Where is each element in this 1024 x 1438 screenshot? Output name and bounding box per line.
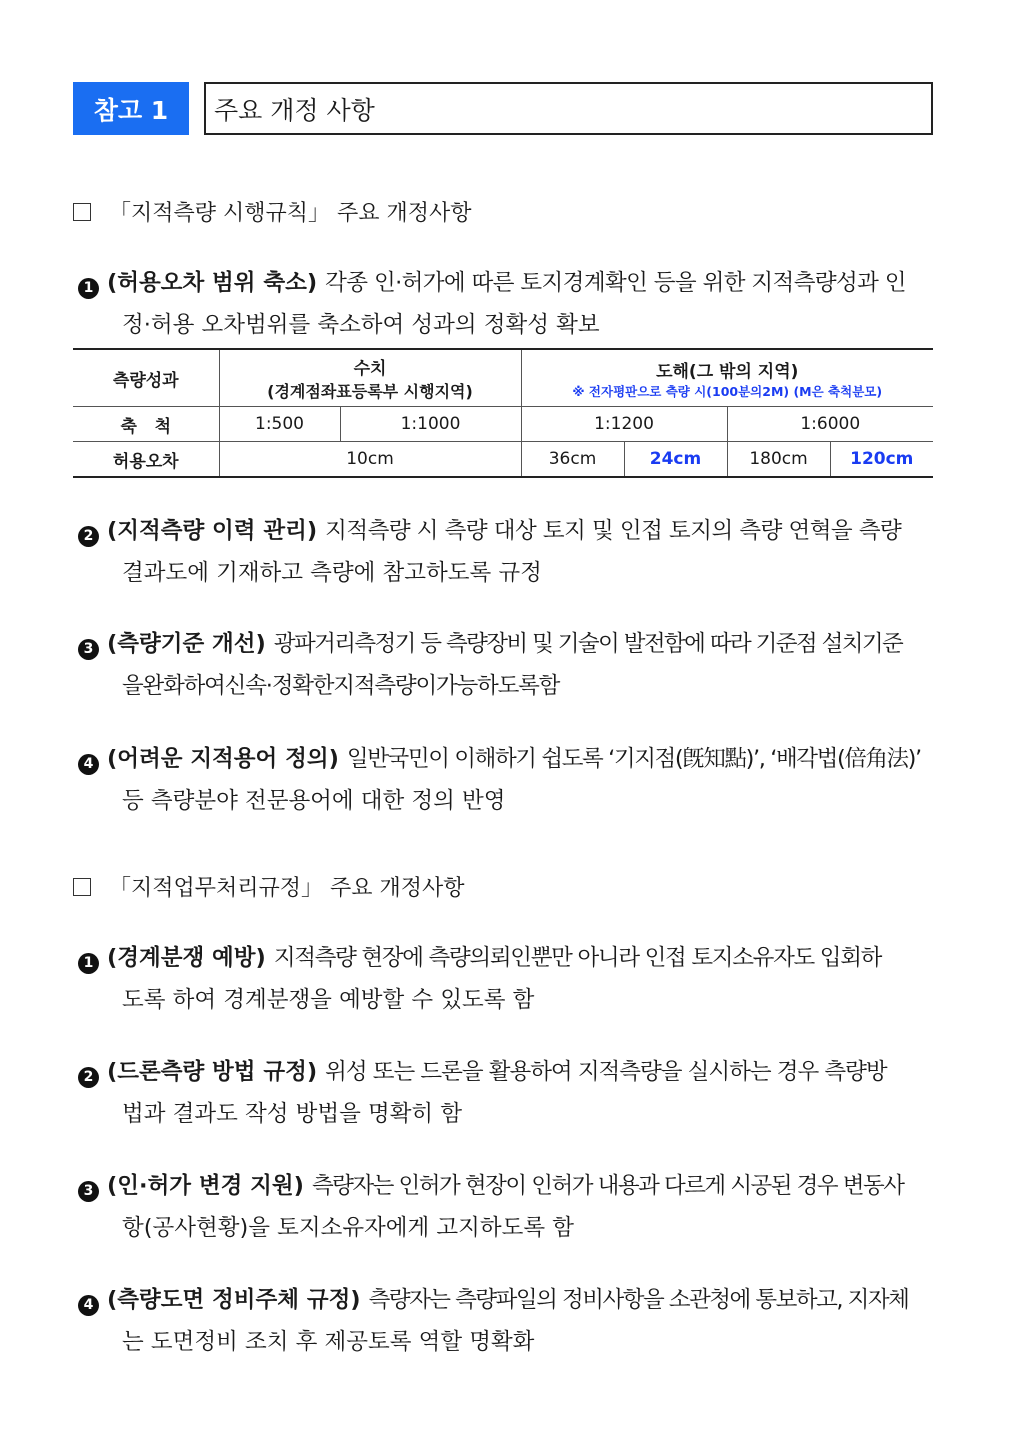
number-2-icon: 2: [78, 526, 99, 547]
item-text: 광파거리측정기 등 측량장비 및 기술이 발전함에 따라 기준점 설치기준: [273, 631, 903, 657]
number-2-icon: 2: [78, 1067, 99, 1088]
item-heading: (경계분쟁 예방): [107, 945, 266, 971]
tolerance-cell-new: 24cm: [624, 442, 727, 478]
item-text: 위성 또는 드론을 활용하여 지적측량을 실시하는 경우 측량방: [325, 1059, 887, 1085]
item-text-continued: 법과 결과도 작성 방법을 명확히 함: [122, 1101, 463, 1127]
number-1-icon: 1: [78, 953, 99, 974]
item-heading: (드론측량 방법 규정): [107, 1059, 318, 1085]
number-3-icon: 3: [78, 639, 99, 660]
section2-item-4: [78, 1279, 948, 1363]
section2-item-1: [78, 937, 948, 1021]
scale-cell: 1:1000: [340, 407, 521, 442]
table-header-graphic: [521, 349, 933, 407]
number-1-icon: 1: [78, 278, 99, 299]
scale-cell: 1:6000: [727, 407, 933, 442]
checkbox-icon: [73, 878, 91, 896]
item-text-continued: 결과도에 기재하고 측량에 참고하도록 규정: [122, 560, 542, 586]
scale-cell: 1:500: [219, 407, 340, 442]
tolerance-table: [73, 348, 933, 478]
section2-item-2: [78, 1051, 948, 1135]
tolerance-cell: 36cm: [521, 442, 624, 478]
section2-item-3: [78, 1165, 948, 1249]
number-4-icon: 4: [78, 1295, 99, 1316]
item-text: 지적측량 현장에 측량의뢰인뿐만 아니라 인접 토지소유자도 입회하: [273, 945, 882, 971]
item-text-continued: 을완화하여신속·정확한지적측량이가능하도록함: [122, 673, 560, 699]
item-text-continued: 등 측량분야 전문용어에 대한 정의 반영: [122, 788, 506, 814]
table-header-numeric: [219, 349, 521, 407]
item-heading: (허용오차 범위 축소): [107, 270, 318, 296]
item-heading: (측량도면 정비주체 규정): [107, 1287, 361, 1313]
item-text: 지적측량 시 측량 대상 토지 및 인접 토지의 측량 연혁을 측량: [325, 518, 902, 544]
section1-title: 「지적측량 시행규칙」 주요 개정사항: [109, 201, 472, 226]
numeric-subtitle: (경계점좌표등록부 시행지역): [267, 382, 473, 401]
graphic-note: ※ 전자평판으로 측량 시(100분의2M) (M은 축척분모): [572, 383, 883, 399]
item-heading: (어려운 지적용어 정의): [107, 746, 339, 772]
item-text: 측량자는 측량파일의 정비사항을 소관청에 통보하고, 지자체: [368, 1287, 909, 1313]
item-heading: (측량기준 개선): [107, 631, 266, 657]
item-heading: (인·허가 변경 지원): [107, 1173, 304, 1199]
section1-item-4: [78, 738, 948, 822]
document-header: [73, 82, 933, 135]
number-3-icon: 3: [78, 1181, 99, 1202]
tolerance-cell: 10cm: [219, 442, 521, 478]
number-4-icon: 4: [78, 754, 99, 775]
item-text: 일반국민이 이해하기 쉽도록 ‘기지점(旣知點)’, ‘배각법(倍角法)’: [346, 746, 921, 772]
item-text-continued: 항(공사현황)을 토지소유자에게 고지하도록 함: [122, 1215, 574, 1241]
item-text-continued: 는 도면정비 조치 후 제공토록 역할 명확화: [122, 1329, 535, 1355]
checkbox-icon: [73, 203, 91, 221]
section2-title: 「지적업무처리규정」 주요 개정사항: [109, 876, 465, 901]
table-header-result: 측량성과: [73, 349, 219, 407]
section1-heading: [73, 196, 472, 227]
item-text: 측량자는 인허가 현장이 인허가 내용과 다르게 시공된 경우 변동사: [311, 1173, 904, 1199]
reference-badge: 참고 1: [73, 82, 189, 135]
section1-item-1: [78, 262, 948, 346]
item-text: 각종 인·허가에 따른 토지경계확인 등을 위한 지적측량성과 인: [325, 270, 906, 296]
scale-cell: 1:1200: [521, 407, 727, 442]
tolerance-cell-new: 120cm: [830, 442, 933, 478]
tolerance-cell: 180cm: [727, 442, 830, 478]
row-label-tolerance: 허용오차: [73, 442, 219, 478]
item-text-continued: 정·허용 오차범위를 축소하여 성과의 정확성 확보: [122, 312, 600, 338]
item-text-continued: 도록 하여 경계분쟁을 예방할 수 있도록 함: [122, 987, 535, 1013]
section2-heading: [73, 871, 465, 902]
numeric-title: 수치: [353, 359, 387, 379]
section1-item-2: [78, 510, 948, 594]
page-title: 주요 개정 사항: [204, 82, 933, 135]
item-heading: (지적측량 이력 관리): [107, 518, 318, 544]
row-label-scale: 축 척: [73, 407, 219, 442]
graphic-title: 도해(그 밖의 지역): [656, 361, 799, 382]
section1-item-3: [78, 623, 948, 707]
